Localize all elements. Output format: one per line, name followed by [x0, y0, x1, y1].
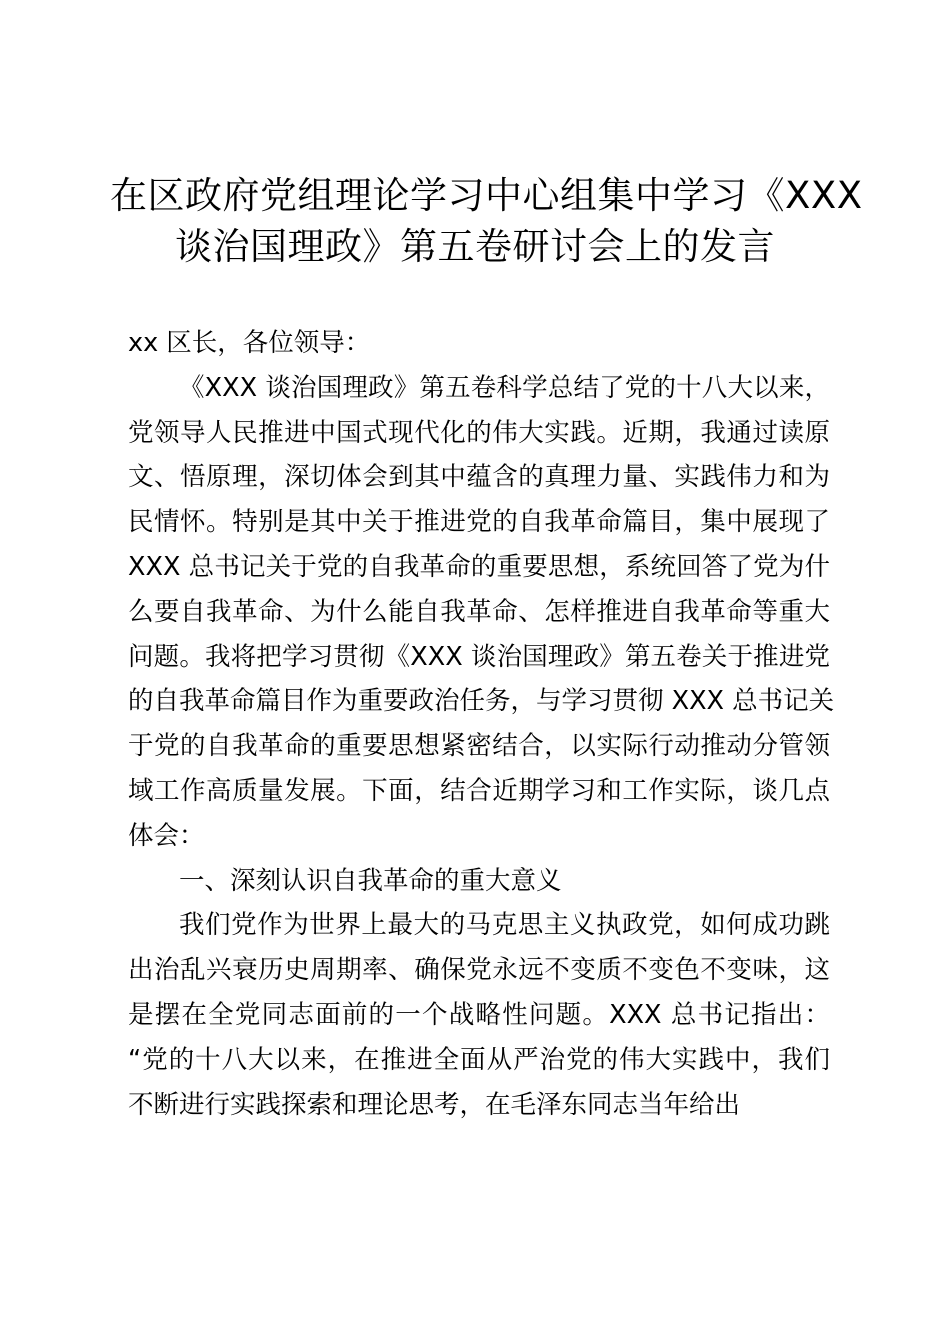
paragraph-line: 么要自我革命、为什么能自我革命、怎样推进自我革命等重大 — [128, 596, 830, 627]
paragraph-line: 文、悟原理，深切体会到其中蕴含的真理力量、实践伟力和为 — [128, 462, 830, 493]
paragraph-line: 于党的自我革命的重要思想紧密结合，以实际行动推动分管领 — [128, 731, 830, 762]
paragraph-intro — [128, 366, 835, 859]
paragraph-line: 民情怀。特别是其中关于推进党的自我革命篇目，集中展现了 — [128, 507, 830, 538]
title-line: 谈治国理政》第五卷研讨会上的发言 — [175, 225, 775, 268]
paragraph-section-1 — [128, 903, 830, 1127]
paragraph-line: 《XXX 谈治国理政》第五卷科学总结了党的十八大以来， — [179, 372, 830, 403]
paragraph-line: 域工作高质量发展。下面，结合近期学习和工作实际，谈几点 — [128, 775, 830, 806]
paragraph-line: 体会： — [128, 820, 205, 851]
paragraph-line: 是摆在全党同志面前的一个战略性问题。XXX 总书记指出： — [128, 999, 830, 1030]
salutation: xx 区长，各位领导： — [128, 328, 371, 358]
paragraph-line: 不断进行实践探索和理论思考，在毛泽东同志当年给出 — [128, 1089, 741, 1120]
paragraph-line: 我们党作为世界上最大的马克思主义执政党，如何成功跳 — [179, 910, 830, 941]
paragraph-line: 党领导人民推进中国式现代化的伟大实践。近期，我通过读原 — [128, 417, 830, 448]
section-heading: 一、深刻认识自我革命的重大意义 — [179, 865, 562, 896]
paragraph-line: 出治乱兴衰历史周期率、确保党永远不变质不变色不变味，这 — [128, 955, 830, 986]
title-line: 在区政府党组理论学习中心组集中学习《XXX — [110, 174, 863, 217]
paragraph-line: “党的十八大以来，在推进全面从严治党的伟大实践中，我们 — [128, 1044, 830, 1075]
paragraph-line: 问题。我将把学习贯彻《XXX 谈治国理政》第五卷关于推进党 — [128, 641, 830, 672]
document-body — [128, 321, 835, 1127]
paragraph-line: 的自我革命篇目作为重要政治任务，与学习贯彻 XXX 总书记关 — [128, 686, 835, 717]
document-title — [110, 170, 863, 272]
paragraph-line: XXX 总书记关于党的自我革命的重要思想，系统回答了党为什 — [128, 551, 830, 582]
